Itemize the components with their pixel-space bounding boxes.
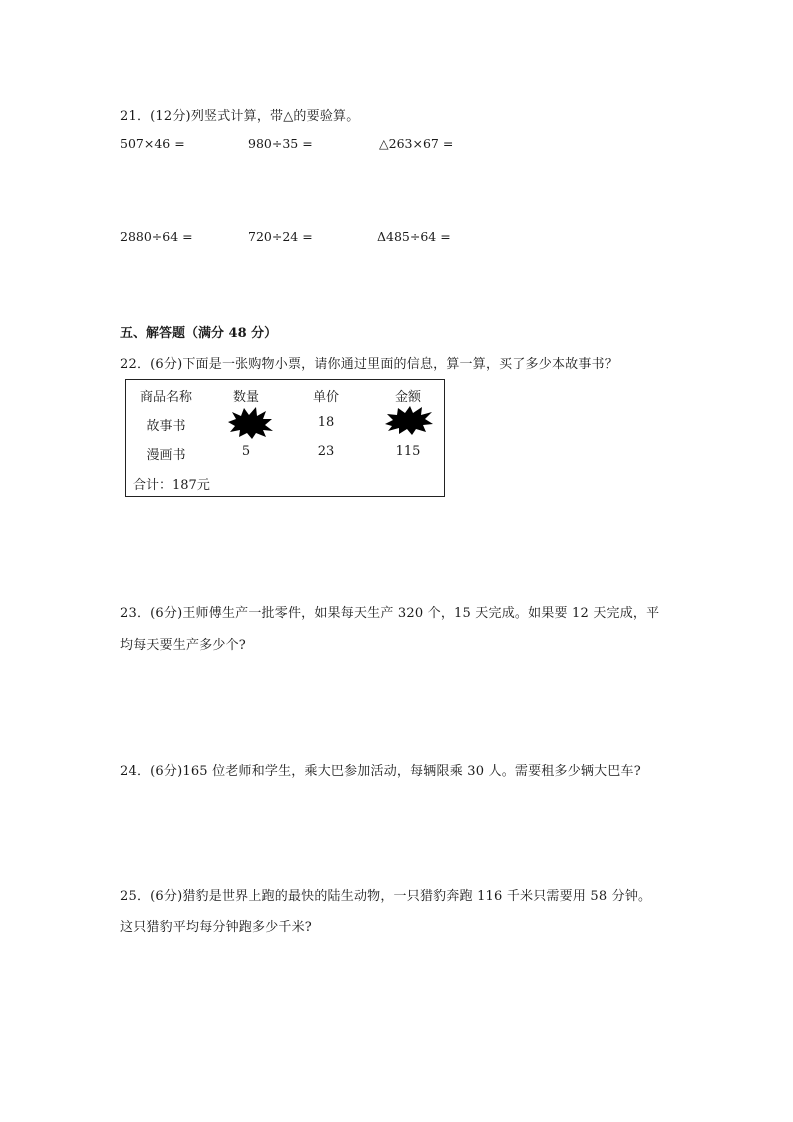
q21-calc-4: 2880÷64 = xyxy=(120,229,193,244)
receipt-total: 合计：187元 xyxy=(133,478,210,493)
q21-calc-3: △263×67 = xyxy=(379,136,454,151)
q21-calc-5: 720÷24 = xyxy=(248,229,313,244)
receipt-header-qty: 数量 xyxy=(232,390,259,405)
q25-line-2: 这只猎豹平均每分钟跑多少千米? xyxy=(120,920,312,935)
receipt-row1-name: 故事书 xyxy=(146,419,186,434)
receipt-row2-qty: 5 xyxy=(241,444,251,459)
q21-calc-1: 507×46 = xyxy=(120,136,185,151)
receipt-row2-amount: 115 xyxy=(395,444,421,459)
q23-line-2: 均每天要生产多少个? xyxy=(120,638,246,653)
q22-title: 22．(6分)下面是一张购物小票，请你通过里面的信息，算一算，买了多少本故事书？ xyxy=(120,357,618,372)
q21-title: 21．(12分)列竖式计算，带△的要验算。 xyxy=(120,109,360,124)
ink-blot-icon xyxy=(226,406,274,440)
receipt-row2-name: 漫画书 xyxy=(146,448,186,463)
receipt-row1-price: 18 xyxy=(317,415,335,430)
shopping-receipt xyxy=(125,379,445,497)
receipt-header-amount: 金额 xyxy=(394,390,421,405)
q25-line-1: 25．(6分)猎豹是世界上跑的最快的陆生动物，一只猎豹奔跑 116 千米只需要用 58 分钟。 xyxy=(120,889,652,904)
q21-calc-2: 980÷35 = xyxy=(248,136,313,151)
ink-blot-icon xyxy=(382,404,434,436)
receipt-row2-price: 23 xyxy=(317,444,335,459)
section-5-title: 五、解答题（满分 48 分） xyxy=(120,326,278,341)
q21-calc-6: Δ485÷64 = xyxy=(377,229,451,244)
receipt-header-price: 单价 xyxy=(312,390,339,405)
q23-line-1: 23．(6分)王师傅生产一批零件，如果每天生产 320 个，15 天完成。如果要 12 天完成，平 xyxy=(120,606,660,621)
q24-line-1: 24．(6分)165 位老师和学生，乘大巴参加活动，每辆限乘 30 人。需要租多少辆大巴车? xyxy=(120,764,641,779)
receipt-header-name: 商品名称 xyxy=(139,390,192,405)
